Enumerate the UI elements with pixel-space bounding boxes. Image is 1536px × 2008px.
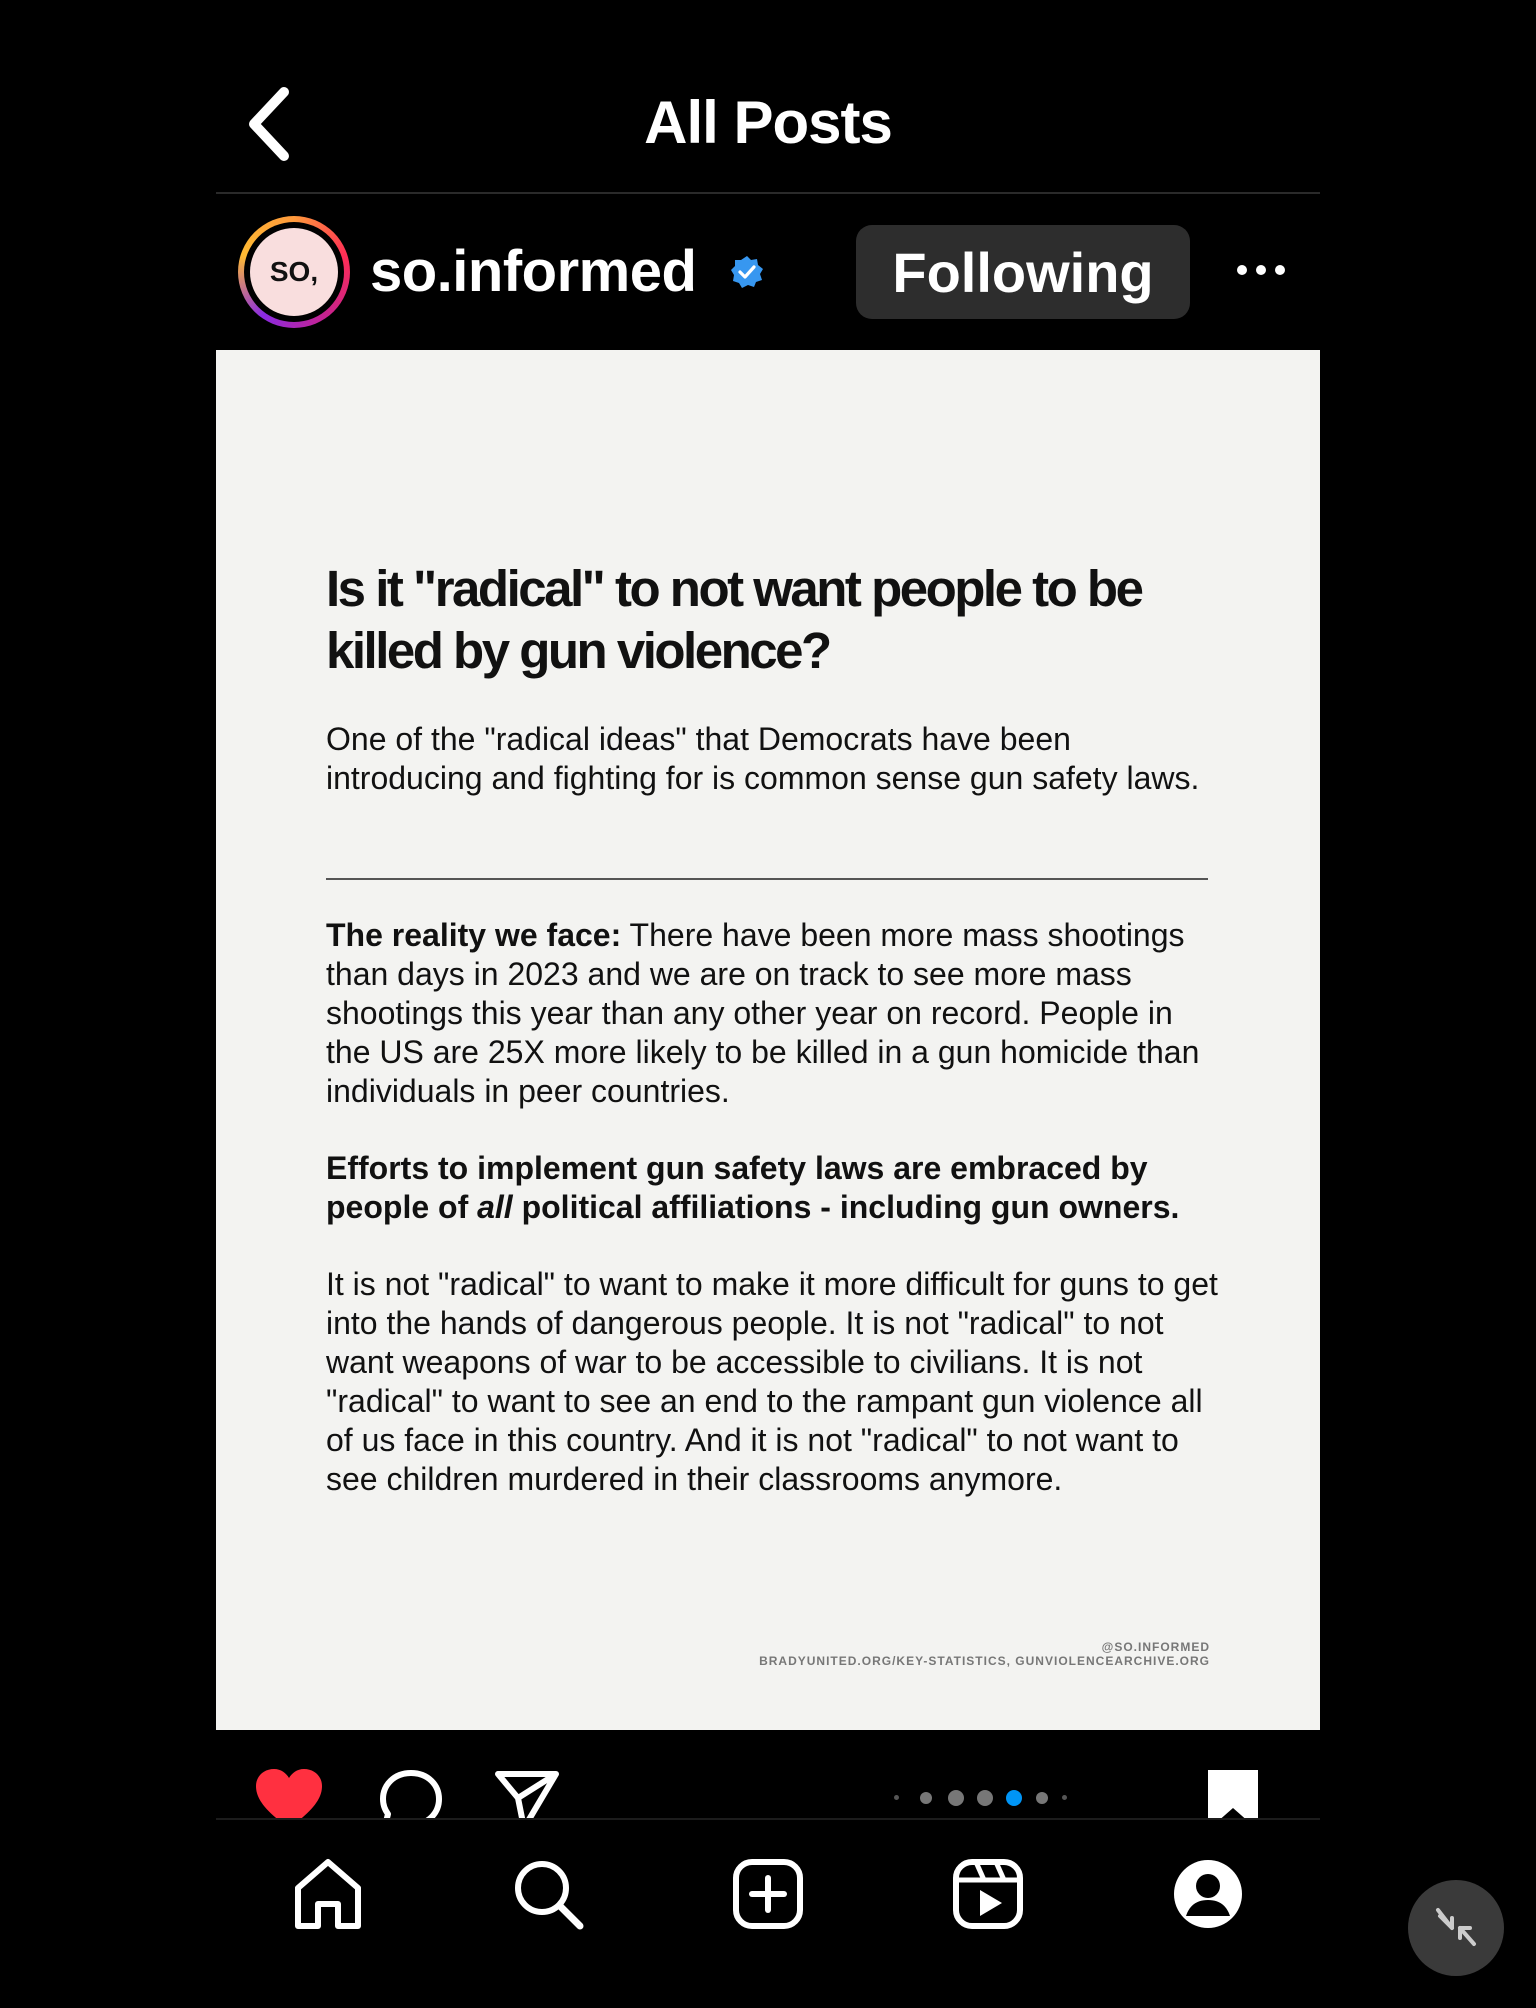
efforts-text-end: political affiliations - including gun owners. bbox=[512, 1189, 1180, 1225]
header-divider bbox=[216, 192, 1320, 194]
bottom-navigation bbox=[216, 1840, 1320, 1950]
page-title: All Posts bbox=[644, 89, 892, 156]
nav-profile[interactable] bbox=[1168, 1854, 1248, 1934]
reality-label: The reality we face: bbox=[326, 917, 622, 953]
reels-icon bbox=[948, 1854, 1028, 1934]
send-icon[interactable] bbox=[494, 1768, 560, 1818]
efforts-text-start: Efforts to implement gun safety laws are embraced by people of bbox=[326, 1150, 1148, 1225]
minimize-button[interactable] bbox=[1408, 1880, 1504, 1976]
avatar[interactable] bbox=[238, 216, 350, 328]
post-reality-paragraph bbox=[326, 916, 1226, 1111]
post-closing-paragraph: It is not "radical" to want to make it more difficult for guns to get into the hands of dangerous people. It is not "radical" to not want weapons of war to be accessible to civilians. It is not "radical" to want to see an end to the rampant gun violence all of us face in this country. And it is not "radical" to not want to see children murdered in their classrooms anymore. bbox=[326, 1266, 1218, 1497]
comment-icon[interactable] bbox=[378, 1768, 444, 1818]
verified-badge-icon bbox=[730, 255, 764, 289]
nav-reels[interactable] bbox=[948, 1854, 1028, 1934]
carousel-dot bbox=[894, 1795, 899, 1800]
post-headline: Is it "radical" to not want people to be killed by gun violence? bbox=[326, 560, 1142, 679]
nav-search[interactable] bbox=[508, 1854, 588, 1934]
nav-home[interactable] bbox=[288, 1854, 368, 1934]
handle-credit: @SO.INFORMED bbox=[1101, 1640, 1210, 1654]
source-credit: BRADYUNITED.ORG/KEY-STATISTICS, GUNVIOLENCEARCHIVE.ORG bbox=[759, 1654, 1210, 1668]
post-actions bbox=[216, 1758, 1320, 1818]
following-button[interactable]: Following bbox=[856, 225, 1190, 319]
efforts-emphasis: all bbox=[477, 1189, 513, 1225]
more-icon bbox=[1226, 248, 1296, 292]
avatar-frame bbox=[244, 222, 344, 322]
carousel-dot bbox=[977, 1790, 993, 1806]
minimize-icon bbox=[1408, 1880, 1504, 1976]
carousel-dot bbox=[1062, 1795, 1067, 1800]
post-divider bbox=[326, 878, 1208, 880]
carousel-dot bbox=[920, 1792, 932, 1804]
carousel-dot-active bbox=[1006, 1790, 1022, 1806]
post-efforts-paragraph bbox=[326, 1149, 1226, 1227]
nav-divider bbox=[216, 1818, 1320, 1820]
post-image[interactable] bbox=[216, 350, 1320, 1730]
more-options-button[interactable] bbox=[1226, 248, 1296, 292]
bookmark-icon[interactable] bbox=[1206, 1768, 1260, 1818]
carousel-dot bbox=[948, 1790, 964, 1806]
avatar-text: SO, bbox=[250, 228, 338, 316]
carousel-dot bbox=[1036, 1792, 1048, 1804]
profile-icon bbox=[1168, 1854, 1248, 1934]
username[interactable]: so.informed bbox=[370, 239, 697, 304]
plus-square-icon bbox=[728, 1854, 808, 1934]
home-icon bbox=[288, 1854, 368, 1934]
reality-text: There have been more mass shootings than days in 2023 and we are on track to see more mass shootings this year than any other year on record. People in the US are 25X more likely to be killed in a gun homicide than individuals in peer countries. bbox=[326, 917, 1200, 1109]
nav-create[interactable] bbox=[728, 1854, 808, 1934]
post-author-row bbox=[216, 210, 1320, 340]
top-bar bbox=[216, 60, 1320, 192]
post-intro: One of the "radical ideas" that Democrats have been introducing and fighting for is common sense gun safety laws. bbox=[326, 721, 1200, 796]
search-icon bbox=[508, 1854, 588, 1934]
heart-icon[interactable] bbox=[254, 1768, 324, 1818]
